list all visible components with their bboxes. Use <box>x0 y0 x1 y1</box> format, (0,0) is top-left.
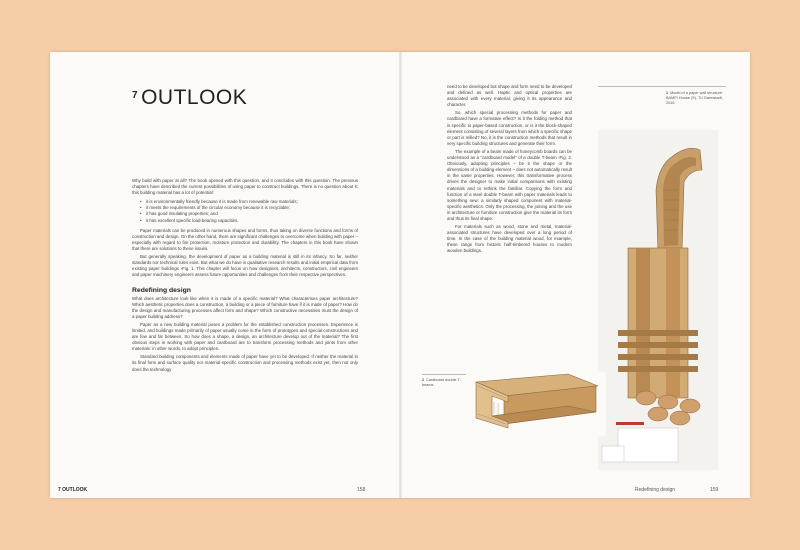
chapter-title-text: OUTLOOK <box>141 86 248 109</box>
paper-wall-model-image <box>598 130 718 470</box>
bullet-item: • it has good insulating properties; and <box>146 211 358 217</box>
right-page-number: 159 <box>710 487 719 493</box>
right-body <box>447 84 572 257</box>
cardboard-beam-image <box>468 372 606 436</box>
section-heading: Redefining design <box>132 287 191 295</box>
book-spread <box>50 52 750 498</box>
paragraph: So, which special processing methods for paper and cardboard have a formative effect? Is it the folding method that is specific to paper-based construction, or is it the block-shaped element consisting of several layers from which a specific shape or part is milled? No, it is the construction methods that result in very specific building structures and generate their form. <box>447 110 572 146</box>
paragraph: need to be developed but shape and form need to be developed and defined as well. Haptic and optical properties are associated with every material, giving it its appearance and character. <box>447 84 572 108</box>
paragraph: But generally speaking, the development of paper as a building material is still in its infancy. So far, neither standards nor technical rules exist. But what we do have is qualitative research results and initial empirical data from existing paper buildings ›Fig. 1. This chapter will focus on how designers, architects, constructors, civil engineers and paper machinery engineers assess future opportunities and challenges from their respective perspectives. <box>132 254 358 278</box>
paragraph: For materials such as wood, stone and metal, material-associated structures have developed over a long period of time. In the case of the building material wood, for example, these range from historic half-timbered houses to modern wooden buildings. <box>447 224 572 254</box>
paragraph: Paper materials can be produced in numerous shapes and forms, thus taking on diverse functions and forms of construction and design. On the other hand, there are significant challenges to overcome when building with paper – especially with regard to fire protection, moisture protection and durability. The chapters in this book have shown that there are solutions to these issues. <box>132 227 358 251</box>
bullet-item: • it meets the requirements of the circular economy because it is recyclable; <box>146 205 358 211</box>
paragraph: Paper as a new building material poses a problem for the established construction processes. Experience is limited, and buildings made primarily of paper usually come in the form of prototypes and special constructions and are few and far between. So how does a shape, a design, an architecture develop out of the material? The first obvious steps in working with paper and cardboard are to transform processing methods and joints from other materials: in other words, to adopt principles. <box>132 321 358 352</box>
chapter-number: 7 <box>132 90 139 101</box>
left-body <box>132 178 358 375</box>
caption-rule <box>422 374 466 375</box>
book-gutter <box>399 52 402 498</box>
paragraph: The example of a beam made of honeycomb boards can be understood as a "cardboard model" of a double T-beam ›Fig. 2. Obviously, adopting principles – be it the shape or the dimensions of a building element – does not automatically result in the same properties. However, this transformative process drives the designer to make initial comparisons with existing materials and to rethink the familiar. Copying the form and function of a steel double T-beam with paper materials leads to something new: a similarly shaped component with material-specific aesthetics. Only the processing, the joining and the use in architecture or furniture construction give the material its form and thus its final shape. <box>447 148 572 221</box>
left-footer-chapter: 7 OUTLOOK <box>58 487 88 493</box>
paragraph: Standard building components and elements made of paper have yet to be developed. If neither the material in its final form and surface quality nor material-specific construction and processing methods exist yet, then not only does the technology <box>132 354 358 372</box>
figure-caption-1: 1 Model of a paper wall structure: BAMP! House (S), TU Darmstadt, 2016 <box>666 91 724 105</box>
chapter-title <box>132 86 247 110</box>
figure-caption-2: 2 Cardboard double T-beams <box>422 378 461 387</box>
bullet-item: • it has excellent specific load-bearing capacities. <box>146 218 358 224</box>
paragraph: Why build with paper at all? The book opened with this question, and it concludes with this question. The previous chapters have described the current possibilities of using paper to construct buildings. There is no question about it; this building material has a lot of potential: <box>132 178 358 196</box>
left-page-number: 158 <box>357 487 366 493</box>
paragraph: What does architecture look like when it is made of a specific material? What characterises paper architecture? Which aesthetic properties does a construction, a building or a piece of furniture have if it is made of paper? How do the design and manufacturing processes affect form and shape? Which constructive necessities must the design of a paper building address? <box>132 295 358 319</box>
bullet-item: • it is environmentally friendly because it is made from renewable raw materials; <box>146 199 358 205</box>
right-footer-section: Redefining design <box>635 487 676 493</box>
bullet-list <box>132 199 358 223</box>
caption-rule <box>598 86 726 87</box>
